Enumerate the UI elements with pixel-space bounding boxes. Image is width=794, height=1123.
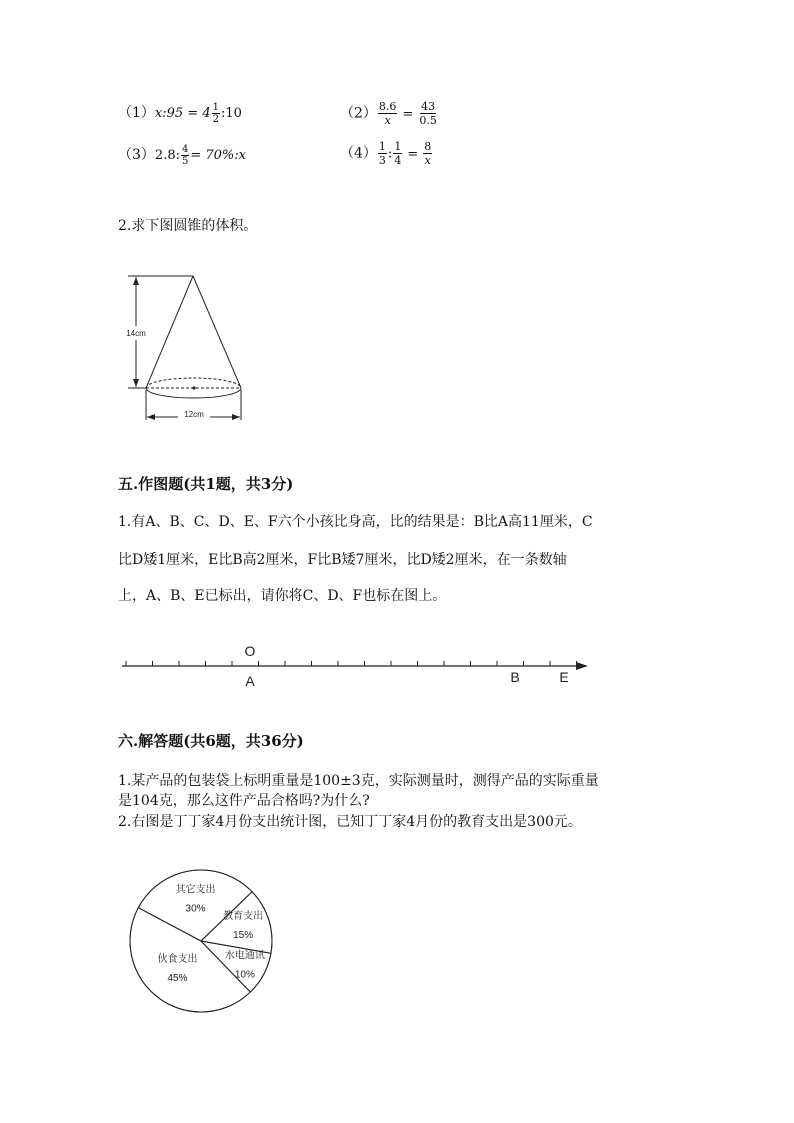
number-line — [118, 640, 598, 692]
section-6-title: 六.解答题(共6题，共36分) — [118, 732, 304, 750]
equation-3 — [118, 144, 246, 167]
cone-diameter-label: 12cm — [184, 410, 204, 419]
section-6-text: 2.右图是丁丁家4月份支出统计图，已知丁丁家4月份的教育支出是300元。 — [118, 814, 582, 830]
section-6-text: 1.某产品的包装袋上标明重量是100±3克，实际测量时，测得产品的实际重量 — [118, 773, 599, 789]
fraction-numerator: 1 — [212, 102, 219, 113]
fraction — [212, 102, 220, 125]
fraction-numerator: 8.6 — [378, 100, 397, 113]
arrow-right-icon — [232, 414, 240, 420]
equation-text: 2.8: — [154, 148, 180, 163]
pie-slice-value: 30% — [185, 903, 206, 915]
expense-pie-chart — [124, 866, 284, 1016]
fraction-denominator: 5 — [181, 156, 189, 167]
cone-height-label: 14cm — [126, 329, 146, 338]
arrow-right-icon — [576, 662, 588, 670]
fraction-denominator: 2 — [212, 114, 219, 125]
fraction — [423, 140, 432, 167]
fraction-numerator: 43 — [421, 100, 436, 113]
pie-slice-label: 伙食支出 — [157, 954, 198, 966]
fraction-denominator: x — [424, 154, 431, 167]
fraction-denominator: 0.5 — [419, 114, 437, 127]
section-5-text: 上，A、B、E已标出，请你将C、D、F也标在图上。 — [118, 588, 447, 604]
equation-2 — [340, 100, 439, 127]
equation-4 — [340, 140, 433, 167]
equation-number: （4） — [340, 145, 377, 162]
point-a-label: A — [245, 673, 255, 689]
cone-side-left — [146, 276, 193, 388]
pie-slice-label: 其它支出 — [175, 884, 216, 896]
fraction-denominator: 3 — [378, 154, 386, 167]
cone-center-dot — [192, 386, 195, 389]
arrow-up-icon — [133, 277, 139, 285]
fraction-numerator: 8 — [424, 140, 432, 153]
arrow-down-icon — [133, 379, 139, 387]
equation-1 — [118, 102, 242, 125]
pie-slice-value: 15% — [233, 930, 254, 942]
origin-label: O — [244, 643, 256, 659]
pie-slice-label: 水电通讯 — [224, 950, 265, 962]
pie-slice — [201, 941, 271, 992]
cone-side-right — [193, 276, 241, 388]
fraction-denominator: x — [384, 114, 391, 127]
fraction-numerator: 1 — [378, 140, 386, 153]
cone-figure — [118, 268, 258, 428]
equation-text: = 70%:x — [190, 148, 246, 163]
pie-slice-value: 45% — [167, 973, 188, 985]
point-e-label: E — [559, 669, 569, 685]
section-6-text: 是104克，那么这件产品合格吗?为什么? — [118, 793, 370, 809]
section-5-title: 五.作图题(共1题，共3分) — [118, 475, 294, 493]
colon: : — [387, 146, 393, 162]
equation-text: x:95 = 4 — [154, 106, 211, 121]
equals-sign: = — [407, 146, 419, 162]
equation-number: （2） — [340, 105, 377, 122]
section-5-text: 1.有A、B、C、D、E、F六个小孩比身高，比的结果是：B比A高11厘米，C — [118, 514, 593, 530]
pie-slice — [201, 892, 272, 954]
number-line-ticks — [126, 661, 577, 666]
section-5-text: 比D矮1厘米，E比B高2厘米，F比B矮7厘米，比D矮2厘米，在一条数轴 — [118, 552, 567, 568]
equation-text: :10 — [220, 106, 242, 121]
fraction — [378, 140, 387, 167]
fraction-numerator: 4 — [181, 144, 189, 155]
pie-slice-label: 教育支出 — [223, 911, 264, 923]
cone-question: 2.求下图圆锥的体积。 — [118, 218, 258, 234]
equals-sign: = — [402, 106, 414, 122]
arrow-left-icon — [147, 414, 155, 420]
equation-number: （3） — [118, 147, 155, 163]
fraction — [418, 100, 438, 127]
point-b-label: B — [510, 669, 520, 685]
equation-number: （1） — [118, 105, 155, 121]
equation-expr — [154, 144, 246, 167]
fraction-numerator: 1 — [394, 140, 402, 153]
fraction — [393, 140, 402, 167]
fraction — [181, 144, 189, 167]
pie-slice-value: 10% — [234, 969, 255, 981]
equation-expr — [154, 102, 242, 125]
fraction-denominator: 4 — [394, 154, 402, 167]
fraction — [378, 100, 398, 127]
